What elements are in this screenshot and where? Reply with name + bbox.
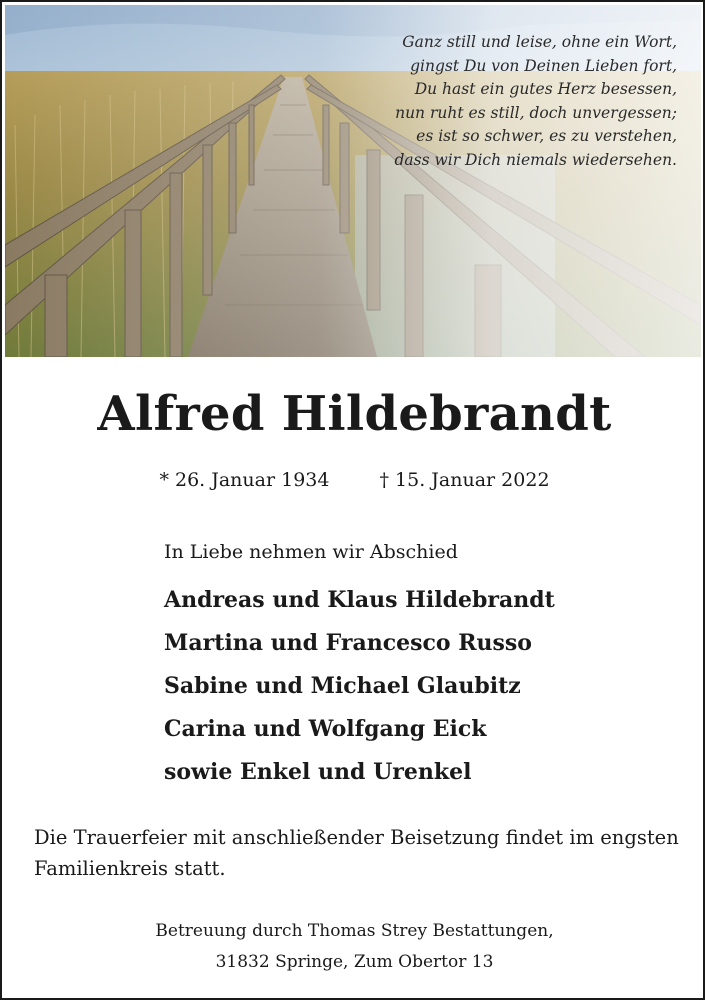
undertaker-line: Betreuung durch Thomas Strey Bestattungen, xyxy=(155,921,554,941)
deceased-name: Alfred Hildebrandt xyxy=(97,386,612,442)
poem-line: Du hast ein gutes Herz besessen, xyxy=(414,80,677,99)
mourner-name: Andreas und Klaus Hildebrandt xyxy=(164,587,555,613)
poem-line: dass wir Dich niemals wiedersehen. xyxy=(394,150,677,169)
mourner-name: sowie Enkel und Urenkel xyxy=(164,759,472,785)
farewell-intro: In Liebe nehmen wir Abschied xyxy=(164,541,458,563)
birth-date: * 26. Januar 1934 xyxy=(159,469,330,491)
undertaker-address: 31832 Springe, Zum Obertor 13 xyxy=(215,952,494,972)
memorial-poem xyxy=(347,31,677,173)
poem-line: Ganz still und leise, ohne ein Wort, xyxy=(402,33,677,51)
death-date: † 15. Januar 2022 xyxy=(379,469,550,491)
ceremony-notice: Die Trauerfeier mit anschließender Beisetzung findet im engsten Familienkreis statt. xyxy=(34,826,679,880)
life-dates xyxy=(2,469,705,491)
mourner-name: Martina und Francesco Russo xyxy=(164,630,532,656)
mourners-block xyxy=(164,539,555,794)
poem-line: nun ruht es still, doch unvergessen; xyxy=(395,103,677,122)
mourner-name: Sabine und Michael Glaubitz xyxy=(164,673,521,699)
poem-line: es ist so schwer, es zu verstehen, xyxy=(416,127,677,146)
mourner-name: Carina und Wolfgang Eick xyxy=(164,716,487,742)
undertaker-info xyxy=(2,916,705,978)
mourner-names xyxy=(164,579,555,794)
poem-line: gingst Du von Deinen Lieben fort, xyxy=(410,56,677,75)
